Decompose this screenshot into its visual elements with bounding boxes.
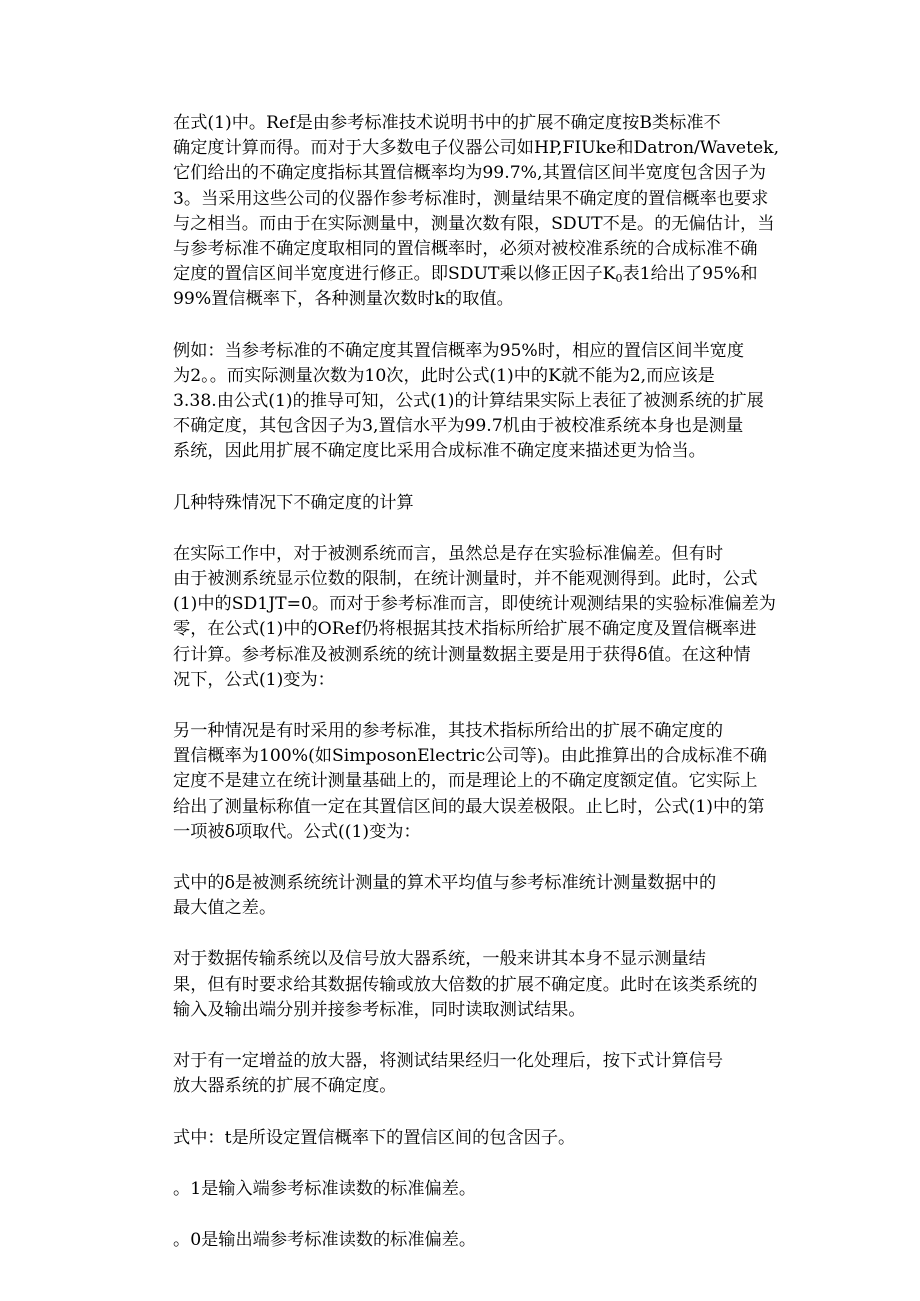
- text-line: 对于数据传输系统以及信号放大器系统，一般来讲其本身不显示测量结: [173, 949, 706, 970]
- text-line: 最大值之差。: [173, 898, 277, 919]
- paragraph-delta-definition: [139, 871, 781, 921]
- section-heading: [139, 491, 781, 516]
- text-line: 在式(1)中。Ref是由参考标准技术说明书中的扩展不确定度按B类标准不: [173, 113, 721, 133]
- text-line: 行计算。参考标准及被测系统的统计测量数据主要是用于获得δ值。在这种情: [173, 644, 751, 665]
- paragraph-amplifier: [139, 1049, 781, 1099]
- paragraph-sigma0-definition: [139, 1228, 781, 1253]
- paragraph-t-definition: [139, 1126, 781, 1151]
- text-line: 在实际工作中，对于被测系统而言，虽然总是存在实验标准偏差。但有时: [173, 543, 724, 564]
- text-line: 3。当采用这些公司的仪器作参考标准时，测量结果不确定度的置信概率也要求: [173, 188, 769, 209]
- text-line: 99%置信概率下，各种测量次数时k的取值。: [173, 289, 514, 310]
- text-line: 由于被测系统显示位数的限制，在统计测量时，并不能观测得到。此时，公式: [173, 569, 758, 590]
- text-line: 系统，因此用扩展不确定度比采用合成标准不确定度来描述更为恰当。: [173, 441, 706, 462]
- text-line: 对于有一定增益的放大器，将测试结果经归一化处理后，按下式计算信号: [173, 1051, 724, 1072]
- paragraph-another-case: [139, 719, 781, 845]
- text-line: 零，在公式(1)中的ORef仍将根据其技术指标所给扩展不确定度及置信概率进: [173, 619, 757, 640]
- text-line: 确定度计算而得。而对于大多数电子仪器公司如HP,FIUke和Datron/Wavetek,: [173, 138, 780, 159]
- text-line: 果，但有时要求给其数据传输或放大倍数的扩展不确定度。此时在该类系统的: [173, 974, 758, 995]
- paragraph-example: [139, 339, 781, 465]
- text-line: 与之相当。而由于在实际测量中，测量次数有限，SDUT不是。的无偏估计，当: [173, 213, 775, 234]
- text-line: 不确定度，其包含因子为3,置信水平为99.7机由于被校准系统本身也是测量: [173, 416, 744, 437]
- text-line: 放大器系统的扩展不确定度。: [173, 1076, 397, 1097]
- text-line: 况下，公式(1)变为：: [173, 669, 335, 690]
- text-line: 几种特殊情况下不确定度的计算: [173, 492, 414, 513]
- text-line: 式中的δ是被测系统统计测量的算术平均值与参考标准统计测量数据中的: [173, 873, 717, 894]
- text-fragment: 表1给出了95%和: [622, 264, 758, 285]
- paragraph-ref-uncertainty: [139, 111, 781, 313]
- document-body: [139, 111, 781, 1279]
- paragraph-practical-work: [139, 542, 781, 693]
- text-line: 。1是输入端参考标准读数的标准偏差。: [173, 1178, 477, 1199]
- text-fragment: 定度的置信区间半宽度进行修正。即SDUT乘以修正因子K: [173, 264, 616, 285]
- text-line: (1)中的SD1JT=0。而对于参考标准而言，即使统计观测结果的实验标准偏差为: [173, 594, 776, 615]
- text-line: 为2。。而实际测量次数为10次，此时公式(1)中的K就不能为2,而应该是: [173, 365, 715, 386]
- text-line: 3.38.由公式(1)的推导可知，公式(1)的计算结果实际上表征了被测系统的扩展: [173, 391, 764, 412]
- text-line: 它们给出的不确定度指标其置信概率均为99.7%,其置信区间半宽度包含因子为: [173, 163, 766, 184]
- paragraph-sigma1-definition: [139, 1177, 781, 1202]
- text-line: 输入及输出端分别并接参考标准，同时读取测试结果。: [173, 999, 586, 1020]
- text-line: 与参考标准不确定度取相同的置信概率时，必须对被校准系统的合成标准不确: [173, 239, 758, 260]
- text-line: 定度不是建立在统计测量基础上的，而是理论上的不确定度额定值。它实际上: [173, 771, 758, 792]
- text-line: 。0是输出端参考标准读数的标准偏差。: [173, 1229, 477, 1250]
- text-line: 置信概率为100%(如SimposonElectric公司等)。由此推算出的合成标准不确: [173, 746, 767, 767]
- text-line: 给出了测量标称值一定在其置信区间的最大误差极限。止匕时，公式(1)中的第: [173, 796, 765, 817]
- text-line: 一项被δ项取代。公式((1)变为：: [173, 821, 421, 842]
- text-line: 另一种情况是有时采用的参考标准，其技术指标所给出的扩展不确定度的: [173, 721, 724, 742]
- text-line: 例如：当参考标准的不确定度其置信概率为95%时，相应的置信区间半宽度: [173, 340, 745, 361]
- paragraph-data-transfer: [139, 947, 781, 1023]
- subscript: 0: [615, 272, 623, 286]
- text-line: 式中：t是所设定置信概率下的置信区间的包含因子。: [173, 1127, 576, 1148]
- text-line-with-subscript: [139, 262, 781, 287]
